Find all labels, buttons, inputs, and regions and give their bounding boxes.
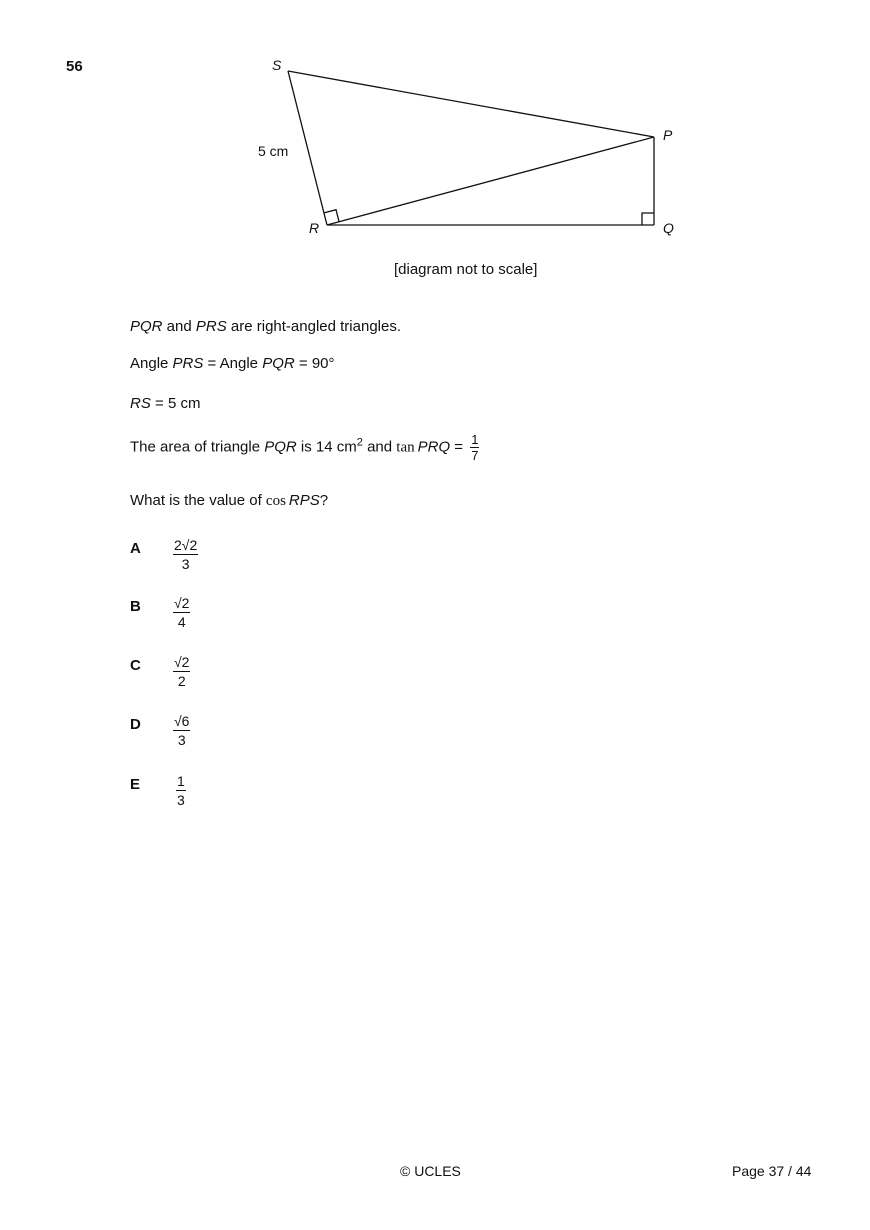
fraction-numerator: √2 — [174, 654, 190, 670]
fraction-numerator: 2√2 — [174, 537, 198, 553]
function-name: cos — [265, 493, 286, 509]
text: What is the value of — [130, 492, 266, 509]
fraction-denominator: 3 — [177, 792, 185, 808]
side-label-RS: 5 cm — [258, 143, 289, 159]
text: ? — [319, 492, 329, 509]
option-letter: E — [130, 776, 141, 793]
option-fraction — [176, 772, 186, 809]
text: and — [362, 438, 397, 456]
question-number: 56 — [66, 58, 83, 75]
statement-triangles — [130, 317, 401, 337]
text: are right-angled triangles. — [226, 318, 401, 335]
triangle-name: PRS — [195, 318, 227, 335]
option-fraction — [173, 594, 190, 631]
option-fraction — [173, 536, 198, 573]
option-letter: D — [130, 716, 141, 733]
segment-SP — [288, 71, 654, 137]
option-letter: C — [130, 657, 141, 674]
text: Angle — [130, 355, 173, 372]
fraction-numerator: √6 — [174, 713, 190, 729]
fraction-numerator: 1 — [471, 432, 479, 447]
vertex-label-Q: Q — [663, 220, 674, 236]
function-name: tan — [396, 439, 415, 456]
triangle-diagram — [0, 0, 870, 300]
footer-page-number: Page 37 / 44 — [732, 1163, 812, 1179]
fraction-denominator: 3 — [181, 556, 190, 572]
tan-fraction — [470, 432, 479, 463]
option-letter: A — [130, 540, 141, 557]
vertex-label-R: R — [309, 220, 320, 236]
angle-name: RPS — [288, 492, 320, 509]
fraction-numerator: √2 — [174, 595, 190, 611]
text: and — [162, 318, 196, 335]
angle-name: PRS — [172, 355, 204, 372]
text: is 14 cm — [296, 438, 357, 456]
angle-name: PRQ — [417, 438, 451, 456]
fraction-denominator: 2 — [177, 673, 186, 689]
question-prompt — [130, 491, 328, 511]
segment-SR — [288, 71, 327, 225]
statement-area-tan — [130, 432, 479, 463]
text: = 90° — [294, 355, 335, 372]
segment-RP — [327, 137, 654, 225]
fraction-denominator: 4 — [177, 614, 186, 630]
statement-rs-length — [130, 394, 200, 414]
fraction-denominator: 3 — [177, 732, 186, 748]
text: = Angle — [203, 355, 263, 372]
angle-name: PQR — [262, 355, 295, 372]
right-angle-marker-Q — [642, 213, 654, 225]
diagram-caption: [diagram not to scale] — [394, 261, 538, 278]
option-fraction — [173, 712, 190, 749]
text: = — [450, 438, 468, 456]
fraction-denominator: 7 — [471, 448, 479, 463]
vertex-label-P: P — [663, 127, 673, 143]
statement-angles — [130, 354, 335, 374]
exponent: 2 — [356, 436, 363, 449]
text: = 5 cm — [150, 395, 201, 412]
fraction-numerator: 1 — [177, 773, 185, 789]
triangle-name: PQR — [130, 318, 163, 335]
option-letter: B — [130, 598, 141, 615]
footer-copyright: © UCLES — [400, 1163, 461, 1179]
diagram-lines — [288, 71, 654, 225]
segment-name: RS — [130, 395, 151, 412]
triangle-name: PQR — [264, 438, 297, 456]
vertex-label-S: S — [272, 57, 282, 73]
option-fraction — [173, 653, 190, 690]
text: The area of triangle — [130, 438, 265, 456]
